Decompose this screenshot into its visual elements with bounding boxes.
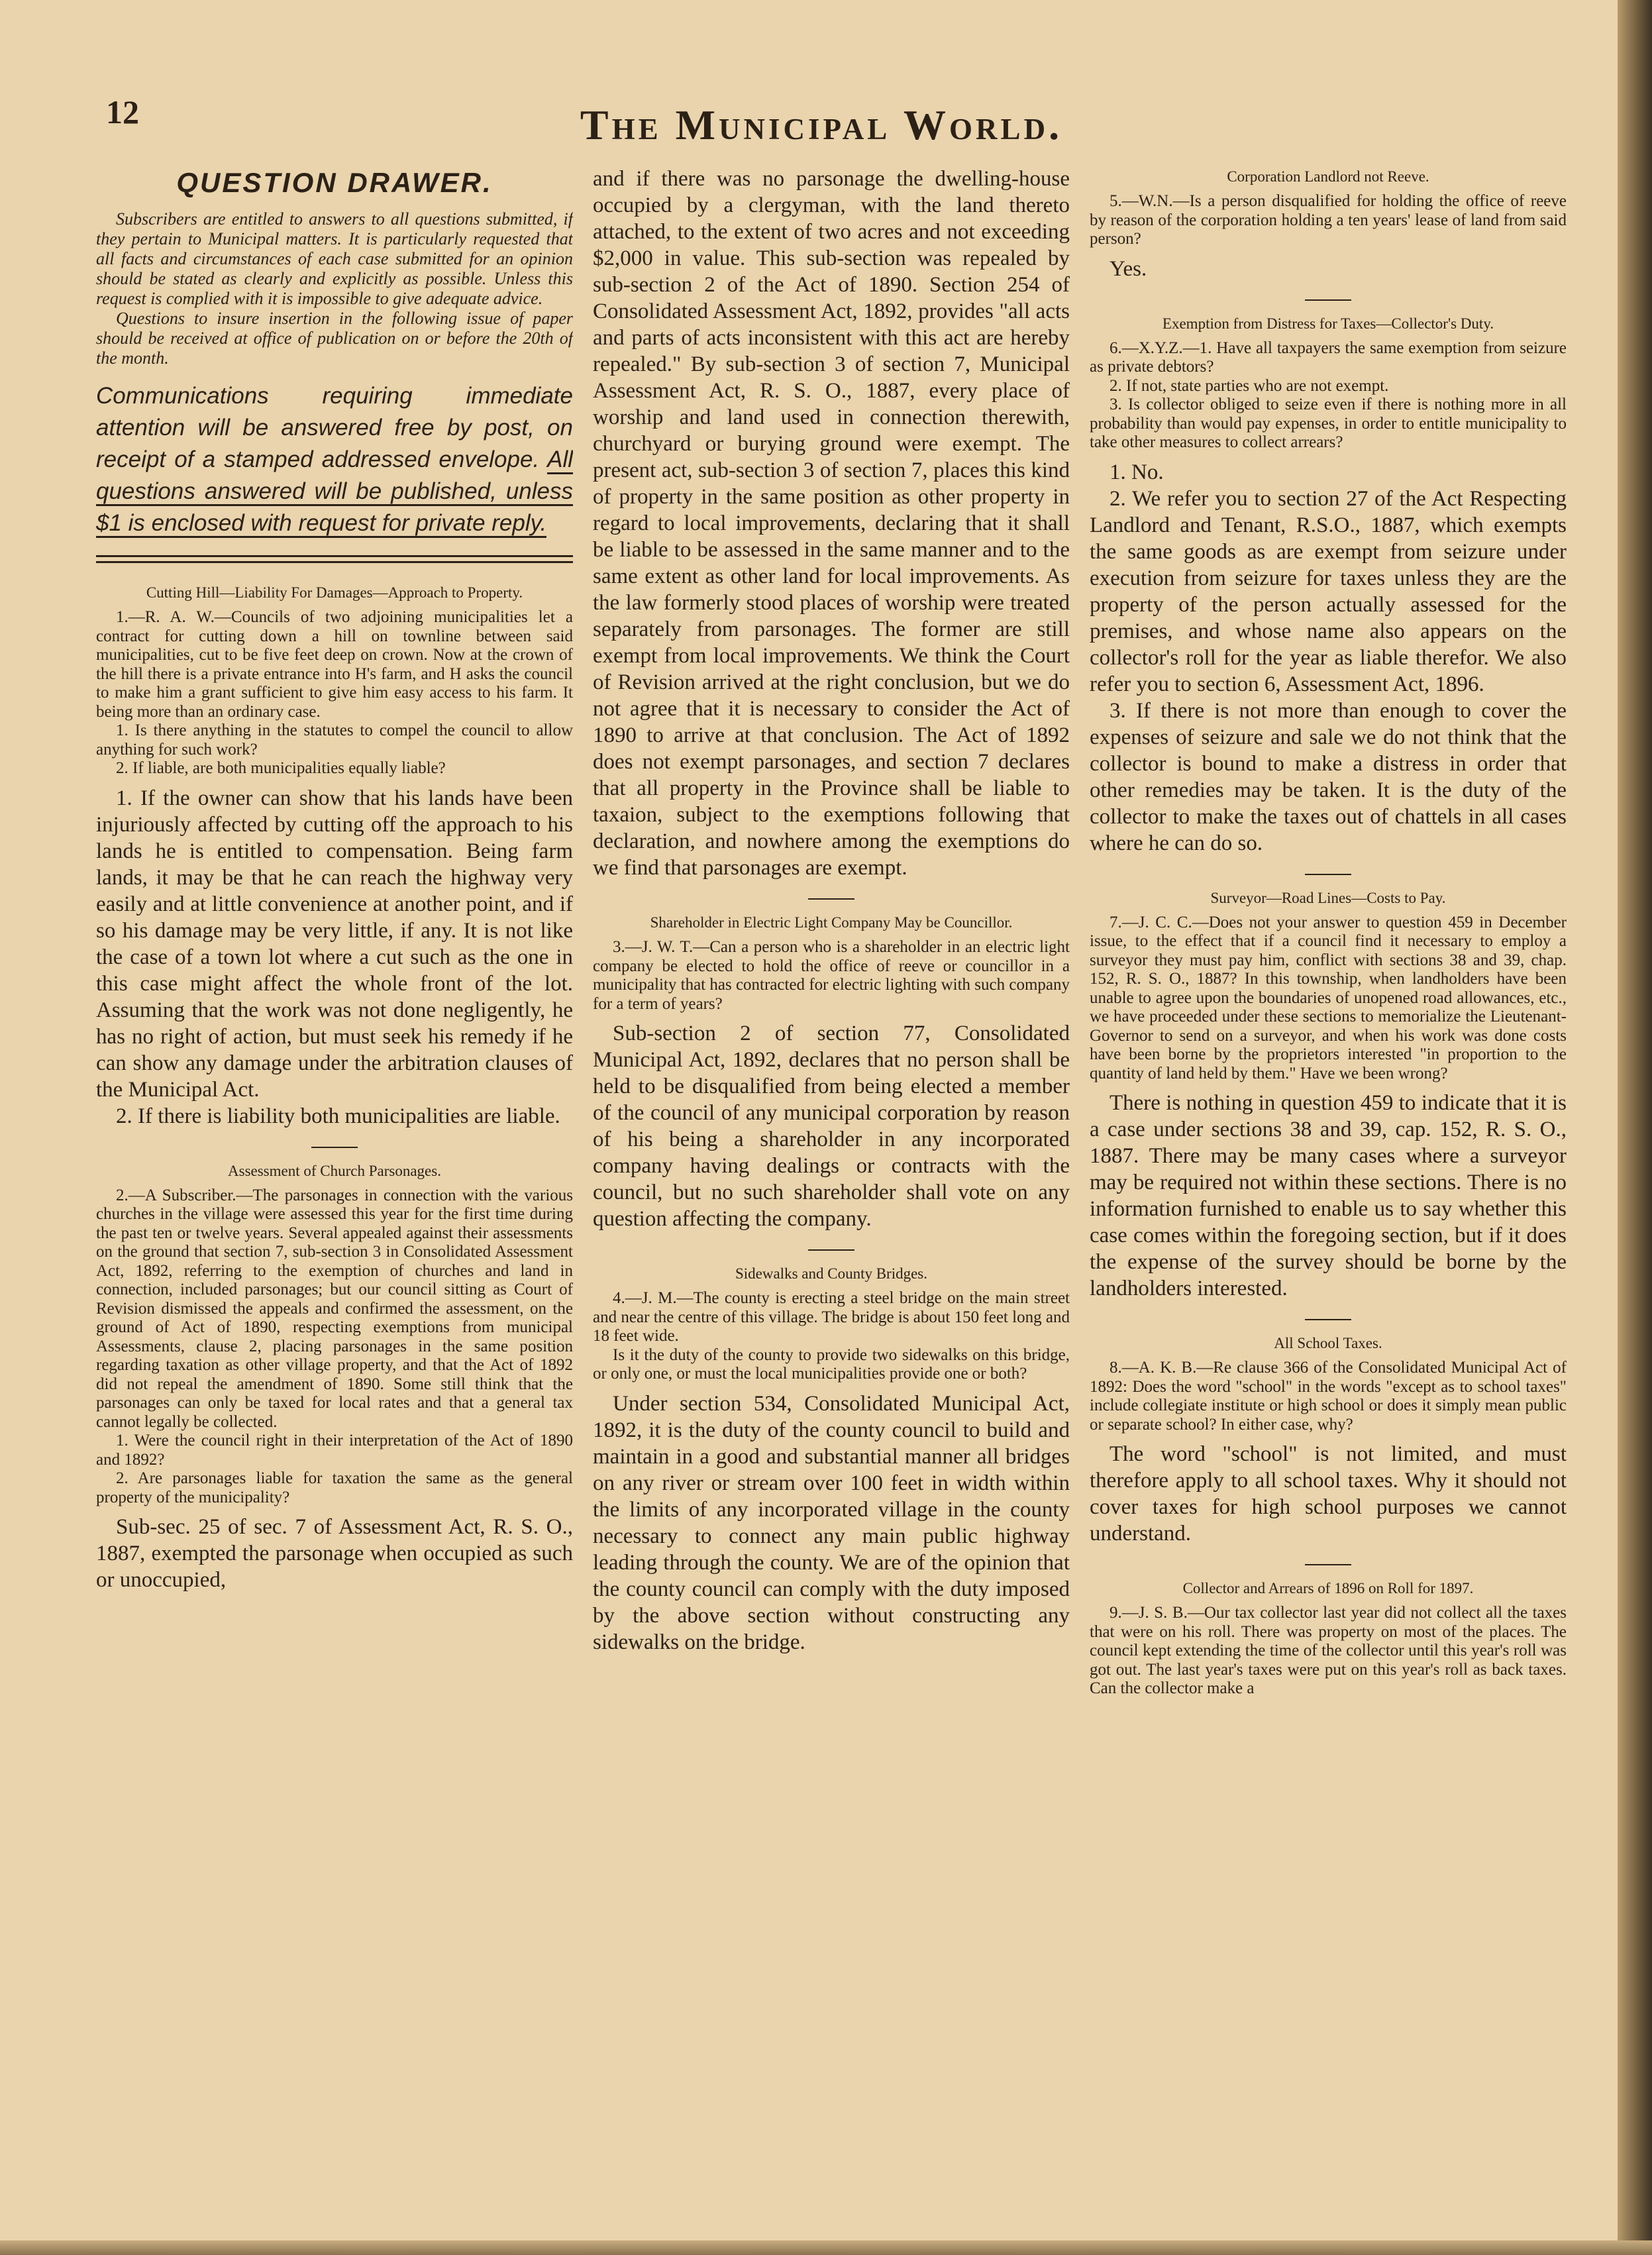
separator-rule	[808, 1249, 854, 1251]
question-heading: Collector and Arrears of 1896 on Roll for 1897.	[1182, 1580, 1474, 1597]
communications-notice	[96, 380, 573, 539]
communications-underlined: All questions answered will be published, unless $1 is enclosed with request for private reply.	[96, 446, 573, 538]
communications-text: Communications requiring immediate attention will be answered free by post, on receipt of a stamped addressed envelope.	[96, 383, 573, 472]
question-sub: 2. If not, state parties who are not exempt.	[1110, 376, 1389, 395]
section-title: QUESTION DRAWER.	[176, 167, 493, 198]
question-text: 2.—A Subscriber.—The parsonages in connection with the various churches in the village were assessed this year for the first time during the past ten or twelve years. Several appealed against their assessments on the ground that section 7, sub-section 3 in Consolidated Assessment Act, 1892, referring to the exemption of churches and land in connection, included parsonages; but our council sitting as Court of Revision dismissed the appeals and confirmed the assessment, on the ground of Act of 1890, respecting exemptions from municipal Assessments, clause 2, placing parsonages in the same position regarding taxation as other village property, and that the Act of 1892 did not repeal the amendment of 1890. Some still think that the parsonages can only be taxed for local rates and that a general tax cannot legally be collected.	[96, 1186, 573, 1431]
page-bottom-edge	[0, 2240, 1652, 2255]
separator-rule	[311, 1147, 358, 1148]
answer-text: Sub-sec. 25 of sec. 7 of Assessment Act, R. S. O., 1887, exempted the parsonage when occupied as such or unoccupied,	[96, 1515, 573, 1592]
page-number: 12	[106, 93, 139, 131]
answer-text: Sub-section 2 of section 77, Consolidated Municipal Act, 1892, declares that no person shall be held to be disqualified from being elected a member of the council of any municipal corporation by reason of his being a shareholder in any incorporated company having dealings or contracts with the council, but no such shareholder shall vote on any question affecting the company.	[593, 1022, 1070, 1231]
answer-text: 2. If there is liability both municipalities are liable.	[116, 1104, 560, 1128]
deadline-notice: Questions to insure insertion in the following issue of paper should be received at office of publication on or before the 20th of the month.	[96, 309, 573, 368]
question-text: 9.—J. S. B.—Our tax collector last year did not collect all the taxes that were on his roll. There was property on most of the places. The council kept extending the time of the collector until this year's roll was got out. The last year's taxes were put on this year's roll as back taxes. Can the collector make a	[1090, 1604, 1567, 1697]
question-heading: Sidewalks and County Bridges.	[735, 1265, 928, 1282]
question-sub: Is it the duty of the county to provide two sidewalks on this bridge, or only one, or must the local municipalities provide one or both?	[593, 1345, 1070, 1383]
answer-text: The word "school" is not limited, and must therefore apply to all school taxes. Why it should not cover taxes for high school purposes we cannot understand.	[1090, 1442, 1567, 1546]
separator-rule	[1305, 299, 1351, 301]
question-sub: 1. Is there anything in the statutes to compel the council to allow anything for such work?	[96, 721, 573, 759]
question-sub: 3. Is collector obliged to seize even if there is nothing more in all probability than would pay expenses, in order to entitle municipality to take other measures to collect arrears?	[1090, 395, 1567, 451]
answer-text: Yes.	[1110, 256, 1147, 281]
answer-text: 1. If the owner can show that his lands have been injuriously affected by cutting off the approach to his lands he is entitled to compensation. Being farm lands, it may be that he can reach the highway very easily and at little convenience at another point, and if so his damage may be very little, if any. It is not like the case of a town lot where a cut such as the one in this case might affect the whole front of the lot. Assuming that the work was not done negligently, he has no right of action, but must seek his remedy if he can show any damage under the arbitration clauses of the Municipal Act.	[96, 786, 573, 1102]
question-sub: 1. Were the council right in their interpretation of the Act of 1890 and 1892?	[96, 1432, 573, 1469]
question-heading: Shareholder in Electric Light Company May be Councillor.	[650, 914, 1013, 931]
answer-text: Under section 534, Consolidated Municipal Act, 1892, it is the duty of the county council to build and maintain in a good and substantial manner all bridges on any river or stream over 100 feet in width within the limits of any incorporated village in the county necessary to connect any main public highway leading through the county. We are of the opinion that the county council can comply with the duty imposed by the above section without constructing any sidewalks on the bridge.	[593, 1391, 1070, 1654]
question-heading: Exemption from Distress for Taxes—Collector's Duty.	[1162, 315, 1494, 332]
question-text: 6.—X.Y.Z.—1. Have all taxpayers the same exemption from seizure as private debtors?	[1090, 339, 1567, 376]
question-text: 8.—A. K. B.—Re clause 366 of the Consolidated Municipal Act of 1892: Does the word "school" in the words "except as to school taxes" include collegiate institute or high school or does it simply mean public or separate school? In either case, why?	[1090, 1359, 1567, 1434]
question-heading: Corporation Landlord not Reeve.	[1227, 168, 1429, 185]
masthead-title: The Municipal World.	[580, 101, 1063, 148]
question-text: 4.—J. M.—The county is erecting a steel bridge on the main street and near the centre of this village. The bridge is about 150 feet long and 18 feet wide.	[593, 1289, 1070, 1345]
question-sub: 2. If liable, are both municipalities equally liable?	[116, 759, 446, 777]
separator-rule	[808, 898, 854, 900]
question-heading: Cutting Hill—Liability For Damages—Approach to Property.	[146, 584, 523, 601]
question-heading: Surveyor—Road Lines—Costs to Pay.	[1210, 889, 1446, 906]
column-middle	[593, 166, 1070, 2186]
page-binding-edge	[1618, 0, 1652, 2255]
question-heading: All School Taxes.	[1274, 1335, 1382, 1351]
question-heading: Assessment of Church Parsonages.	[228, 1162, 441, 1179]
subscriber-notice: Subscribers are entitled to answers to all questions submitted, if they pertain to Municipal matters. It is particularly requested that all facts and circumstances of each case submitted for an opinion should be stated as clearly and explicitly as possible. Unless this request is complied with it is impossible to give adequate advice.	[96, 209, 573, 308]
answer-text: 3. If there is not more than enough to cover the expenses of seizure and sale we do not think that the collector is bound to make a distress in order that other remedies may be taken. It is the duty of the collector to make the taxes out of chattels in all cases where he can do so.	[1090, 698, 1567, 855]
separator-rule	[1305, 1319, 1351, 1320]
answer-text: 1. No.	[1110, 460, 1164, 484]
separator-rule	[1305, 1564, 1351, 1565]
question-sub: 2. Are parsonages liable for taxation the same as the general property of the municipality?	[96, 1469, 573, 1506]
answer-text: and if there was no parsonage the dwelling-house occupied by a clergyman, with the land thereto attached, to the extent of two acres and not exceeding $2,000 in value. This sub-section was repealed by sub-section 2 of the Act of 1890. Section 254 of Consolidated Assessment Act, 1892, provides "all acts and parts of acts inconsistent with this act are hereby repealed." By sub-section 3 of section 7, Municipal Assessment Act, R. S. O., 1887, every place of worship and land used in connection therewith, churchyard or burying ground were exempt. The present act, sub-section 3 of section 7, places this kind of property in the same position as other property in regard to local improvements, declaring that it shall be liable to be assessed in the same manner and to the same extent as other land for local improvements. As the law formerly stood places of worship were treated separately from parsonages. The former are still exempt from local improvements. We think the Court of Revision arrived at the right conclusion, but we do not agree that it is necessary to consider the Act of 1890 to arrive at that conclusion. The Act of 1892 does not exempt parsonages, and section 7 declares that all property in the Province shall be liable to taxaion, subject to the exemptions following that declaration, and nowhere among the exemptions do we find that parsonages are exempt.	[593, 167, 1070, 880]
answer-text: There is nothing in question 459 to indicate that it is a case under sections 38 and 39, cap. 152, R. S. O., 1887. There may be many cases where a surveyor may be required not within these sections. There is no information furnished to enable us to say whether this case comes within the foregoing section, but if it does the expense of the survey should be borne by the landholders interested.	[1090, 1091, 1567, 1300]
question-text: 7.—J. C. C.—Does not your answer to question 459 in December issue, to the effect that if a council find it necessary to employ a surveyor they must pay him, conflict with sections 38 and 39, chap. 152, R. S. O., 1887? In this township, when landholders have been unable to agree upon the boundaries of unopened road allowances, etc., we have proceeded under these sections to memorialize the Lieutenant-Governor to send on a surveyor, and when his work was done costs have been borne by the proprietors interested "in proportion to the quantity of land held by them." Have we been wrong?	[1090, 913, 1567, 1082]
column-right	[1090, 166, 1567, 2186]
question-text: 5.—W.N.—Is a person disqualified for holding the office of reeve by reason of the corporation holding a ten years' lease of land from said person?	[1090, 192, 1567, 248]
double-rule	[96, 555, 573, 563]
separator-rule	[1305, 874, 1351, 875]
column-left	[96, 166, 573, 2186]
question-text: 1.—R. A. W.—Councils of two adjoining municipalities let a contract for cutting down a hill on townline between said municipalities, cut to be five feet deep on crown. Now at the crown of the hill there is a private entrance into H's farm, and H asks the council to make him a grant sufficient to give him easy access to his farm. It being more than an ordinary case.	[96, 608, 573, 721]
answer-text: 2. We refer you to section 27 of the Act Respecting Landlord and Tenant, R.S.O., 1887, which exempts the same goods as are exempt from seizure under execution from seizure for taxes unless they are the property of the person actually assessed for the premises, and whose name also appears on the collector's roll for the year as liable therefor. We also refer you to section 6, Assessment Act, 1896.	[1090, 486, 1567, 696]
question-text: 3.—J. W. T.—Can a person who is a shareholder in an electric light company be elected to hold the office of reeve or councillor in a municipality that has contracted for electric lighting with such company for a term of years?	[593, 938, 1070, 1013]
